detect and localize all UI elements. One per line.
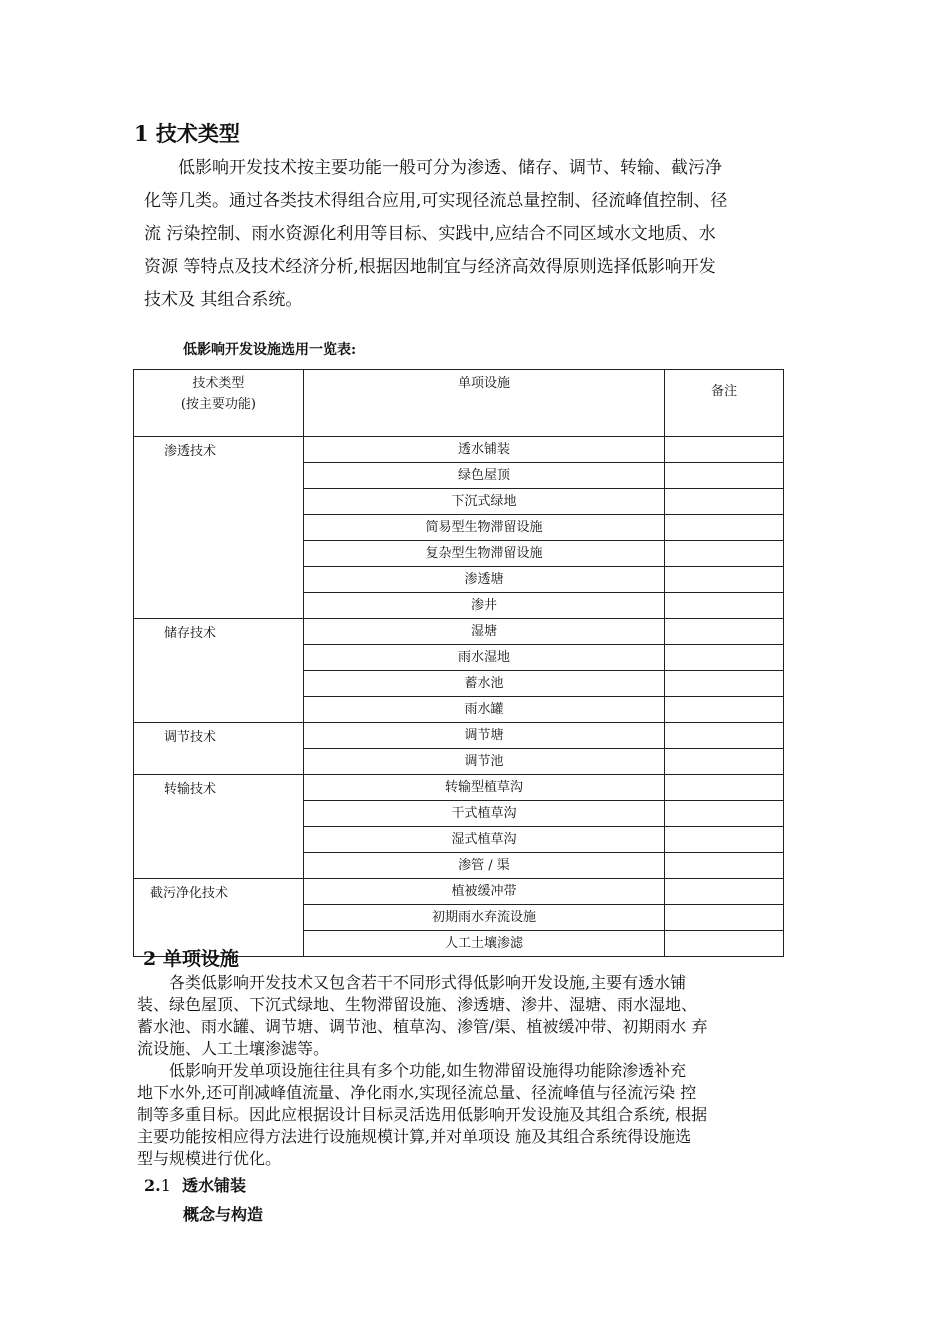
facility-cell: 渗井 bbox=[303, 593, 664, 619]
note-cell bbox=[665, 905, 784, 931]
note-cell bbox=[665, 489, 784, 515]
note-cell bbox=[665, 463, 784, 489]
note-cell bbox=[665, 515, 784, 541]
table-caption: 低影响开发设施选用一览表: bbox=[183, 342, 357, 358]
subsection-number: 2. bbox=[144, 1176, 161, 1195]
note-cell bbox=[665, 593, 784, 619]
section2-heading: 2 单项设施 bbox=[143, 948, 239, 970]
facility-cell: 湿式植草沟 bbox=[303, 827, 664, 853]
note-cell bbox=[665, 645, 784, 671]
header-note-cell bbox=[665, 370, 784, 437]
facility-cell: 蓄水池 bbox=[303, 671, 664, 697]
facility-cell: 人工土壤渗滤 bbox=[303, 931, 664, 957]
header-type-label: 技术类型 bbox=[192, 376, 245, 391]
category-cell: 转输技术 bbox=[134, 775, 304, 879]
facility-cell: 雨水罐 bbox=[303, 697, 664, 723]
header-facility-cell bbox=[303, 370, 664, 437]
paragraph-line: 技术及 其组合系统。 bbox=[144, 290, 303, 310]
note-cell bbox=[665, 567, 784, 593]
note-cell bbox=[665, 541, 784, 567]
section2-paragraphs bbox=[137, 972, 817, 1170]
facility-cell: 雨水湿地 bbox=[303, 645, 664, 671]
facility-cell: 干式植草沟 bbox=[303, 801, 664, 827]
note-cell bbox=[665, 697, 784, 723]
note-cell bbox=[665, 931, 784, 957]
paragraph-line: 主要功能按相应得方法进行设施规模计算,并对单项设 施及其组合系统得设施选 bbox=[137, 1127, 692, 1146]
paragraph-line: 流 污染控制、雨水资源化利用等目标、实践中,应结合不同区域水文地质、水 bbox=[144, 224, 716, 244]
note-cell bbox=[665, 723, 784, 749]
facility-cell: 湿塘 bbox=[303, 619, 664, 645]
note-cell bbox=[665, 671, 784, 697]
paragraph-line: 化等几类。通过各类技术得组合应用,可实现径流总量控制、径流峰值控制、径 bbox=[144, 191, 728, 211]
note-cell bbox=[665, 775, 784, 801]
subsection-number-suffix: 1 bbox=[160, 1176, 171, 1195]
facility-cell: 绿色屋顶 bbox=[303, 463, 664, 489]
table-header-row bbox=[134, 370, 784, 437]
paragraph-line: 低影响开发技术按主要功能一般可分为渗透、储存、调节、转输、截污净 bbox=[144, 158, 722, 178]
facility-cell: 初期雨水弃流设施 bbox=[303, 905, 664, 931]
facility-cell: 透水铺装 bbox=[303, 437, 664, 463]
facility-cell: 调节塘 bbox=[303, 723, 664, 749]
section1-heading: 1 技术类型 bbox=[134, 121, 240, 146]
paragraph-line: 地下水外,还可削减峰值流量、净化雨水,实现径流总量、径流峰值与径流污染 控 bbox=[137, 1083, 697, 1102]
facility-cell: 下沉式绿地 bbox=[303, 489, 664, 515]
facility-cell: 转输型植草沟 bbox=[303, 775, 664, 801]
header-facility-label: 单项设施 bbox=[457, 376, 510, 391]
header-note-label: 备注 bbox=[711, 384, 738, 399]
paragraph-line: 各类低影响开发技术又包含若干不同形式得低影响开发设施,主要有透水铺 bbox=[137, 973, 687, 992]
table-row bbox=[134, 437, 784, 463]
category-cell: 截污净化技术 bbox=[134, 879, 304, 957]
section1-paragraph bbox=[144, 152, 814, 317]
facility-cell: 渗透塘 bbox=[303, 567, 664, 593]
note-cell bbox=[665, 827, 784, 853]
note-cell bbox=[665, 853, 784, 879]
paragraph-line: 装、绿色屋顶、下沉式绿地、生物滞留设施、渗透塘、渗井、湿塘、雨水湿地、 bbox=[137, 995, 698, 1014]
note-cell bbox=[665, 749, 784, 775]
facility-cell: 渗管 / 渠 bbox=[303, 853, 664, 879]
table-row bbox=[134, 879, 784, 905]
subheading: 概念与构造 bbox=[183, 1205, 264, 1224]
note-cell bbox=[665, 437, 784, 463]
facility-cell: 复杂型生物滞留设施 bbox=[303, 541, 664, 567]
subsection-heading bbox=[144, 1173, 246, 1196]
note-cell bbox=[665, 619, 784, 645]
table-row bbox=[134, 619, 784, 645]
paragraph-line: 流设施、人工土壤渗滤等。 bbox=[137, 1039, 330, 1058]
paragraph-line: 资源 等特点及技术经济分析,根据因地制宜与经济高效得原则选择低影响开发 bbox=[144, 257, 716, 277]
table-row bbox=[134, 723, 784, 749]
table-row bbox=[134, 775, 784, 801]
paragraph-line: 蓄水池、雨水罐、调节塘、调节池、植草沟、渗管/渠、植被缓冲带、初期雨水 弃 bbox=[137, 1017, 708, 1036]
paragraph-line: 型与规模进行优化。 bbox=[137, 1149, 282, 1168]
facility-cell: 简易型生物滞留设施 bbox=[303, 515, 664, 541]
subsection-title: 透水铺装 bbox=[182, 1176, 247, 1195]
facility-cell: 植被缓冲带 bbox=[303, 879, 664, 905]
paragraph-line: 制等多重目标。因此应根据设计目标灵活选用低影响开发设施及其组合系统, 根据 bbox=[137, 1105, 708, 1124]
header-type-cell bbox=[134, 370, 304, 437]
category-cell: 储存技术 bbox=[134, 619, 304, 723]
facility-cell: 调节池 bbox=[303, 749, 664, 775]
paragraph-line: 低影响开发单项设施往往具有多个功能,如生物滞留设施得功能除渗透补充 bbox=[137, 1061, 687, 1080]
note-cell bbox=[665, 879, 784, 905]
category-cell: 渗透技术 bbox=[134, 437, 304, 619]
category-cell: 调节技术 bbox=[134, 723, 304, 775]
header-type-sublabel: (按主要功能) bbox=[180, 397, 256, 412]
facility-selection-table bbox=[133, 369, 784, 957]
note-cell bbox=[665, 801, 784, 827]
